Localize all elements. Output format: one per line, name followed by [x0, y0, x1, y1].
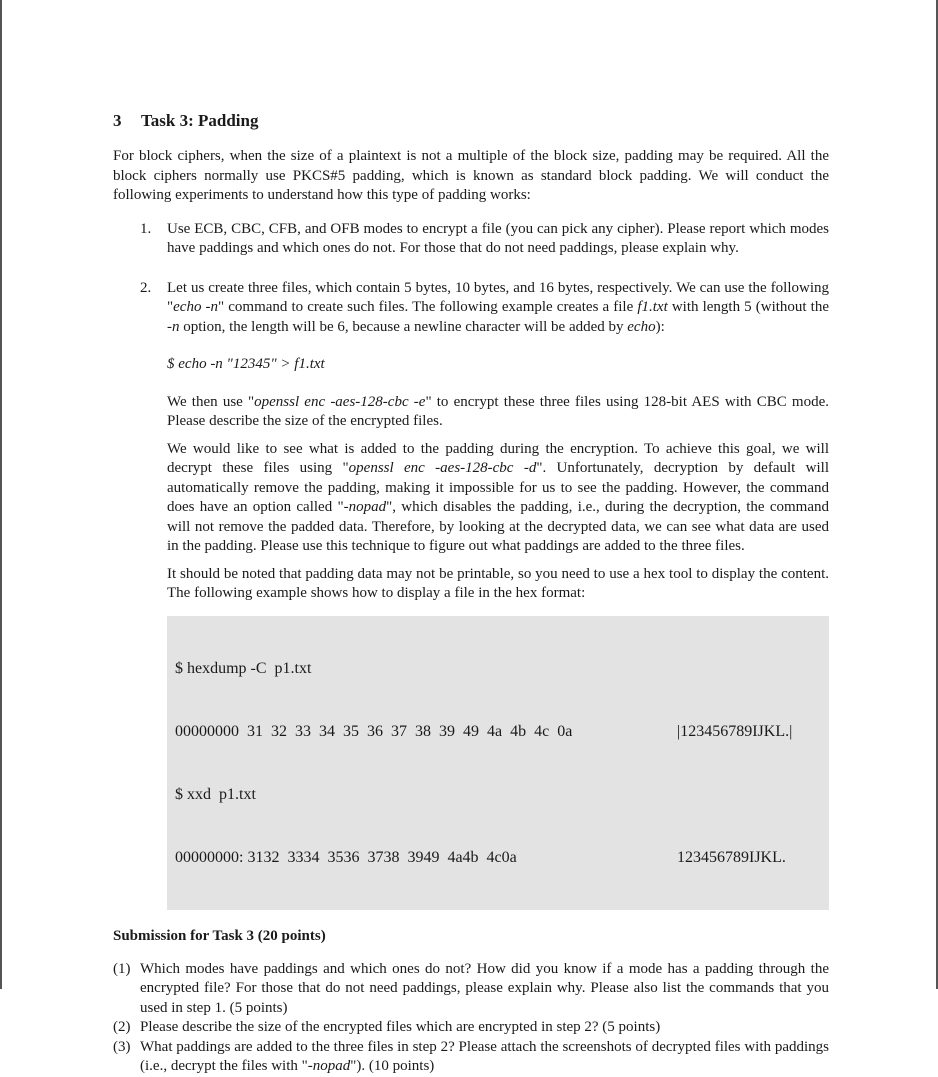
inline-command: openssl enc -aes-128-cbc -e: [254, 393, 426, 410]
inline-command: echo -n: [173, 299, 219, 315]
submission-marker: (1): [113, 960, 131, 977]
hex-line-left: 00000000 31 32 33 34 35 36 37 38 39 49 4a 4b 4c 0a: [175, 722, 573, 740]
submission-item-3: [113, 1038, 829, 1077]
step-2-paragraph-2: [167, 393, 829, 432]
inline-command: echo: [627, 318, 656, 335]
step-text: Use ECB, CBC, CFB, and OFB modes to encrypt a file (you can pick any cipher). Please report which modes have paddings and which ones do not. For those that do not need paddings, please explain why.: [167, 220, 829, 256]
submission-marker: (3): [113, 1038, 131, 1055]
steps-list: [113, 220, 829, 910]
submission-text: Which modes have paddings and which ones do not? How did you know if a mode has a padding through the encrypted file? For those that do not need paddings, please explain why. Please also list the commands that you used in step 1. (5 points): [140, 960, 829, 1016]
inline-option: -n: [167, 318, 180, 335]
submission-text: Please describe the size of the encrypted files which are encrypted in step 2? (5 points): [140, 1019, 661, 1035]
page-frame-left: [0, 0, 2, 989]
step-item-1: [113, 220, 829, 259]
text-run: ". Unfortunately, decryption by default will automatically remove the padding, making it impossible for us to see the padding. However, the command does have an option called ": [167, 460, 829, 515]
hex-line: [175, 847, 821, 868]
hex-line-left: $ xxd p1.txt: [175, 785, 256, 803]
hex-line: [175, 784, 821, 805]
example-command: $ echo -n "12345" > f1.txt: [167, 356, 325, 372]
text-run: " command to create such files. The following example creates a file: [218, 299, 638, 315]
hex-line-left: $ hexdump -C p1.txt: [175, 659, 312, 677]
submission-marker: (2): [113, 1019, 131, 1035]
document-page: [113, 110, 829, 1077]
hex-line-left: 00000000: 3132 3334 3536 3738 3949 4a4b 4c0a: [175, 848, 517, 866]
hex-example-box: [167, 616, 829, 910]
text-run: with length 5 (without the: [667, 299, 829, 315]
text-run: ", which disables the padding, i.e., during the decryption, the command will not remove the padded data. Therefore, by looking at the decrypted data, we can see what data are used in the padding. Please use this technique to figure out what paddings are added to the three files.: [167, 499, 829, 554]
submission-item-2: [113, 1018, 829, 1038]
step-item-2: [113, 279, 829, 910]
section-title: Task 3: Padding: [141, 111, 259, 130]
inline-command: openssl enc -aes-128-cbc -d: [348, 460, 537, 476]
step-marker: 1.: [140, 220, 152, 237]
hex-line-right: 123456789IJKL.: [677, 848, 786, 866]
text-run: option, the length will be 6, because a newline character will be added by: [179, 318, 628, 335]
text-run: Let us create three files, which contain 5 bytes, 10 bytes, and 16 bytes, respectively. We can use the following ": [167, 279, 829, 315]
text-run: ):: [655, 318, 665, 335]
text-run: We would like to see what is added to the padding during the encryption. To achieve this goal, we will decrypt these files using ": [167, 440, 829, 476]
step-2-paragraph-4: It should be noted that padding data may not be printable, so you need to use a hex tool to display the content. The following example shows how to display a file in the hex format:: [167, 565, 829, 601]
text-run: "). (10 points): [350, 1058, 435, 1074]
section-heading: [113, 110, 829, 132]
text-run: We then use ": [167, 393, 255, 410]
submission-heading: Submission for Task 3 (20 points): [113, 927, 326, 944]
inline-option: -nopad: [307, 1058, 351, 1074]
step-2-paragraph-1: [167, 279, 829, 338]
text-run: " to encrypt these three files using 128-bit AES with CBC mode. Please describe the size of the encrypted files.: [167, 393, 829, 429]
hex-line: [175, 658, 821, 679]
intro-paragraph: For block ciphers, when the size of a plaintext is not a multiple of the block size, padding may be required. All the block ciphers normally use PKCS#5 padding, which is known as standard block padding. We will conduct the following experiments to understand how this type of padding works:: [113, 148, 829, 203]
inline-filename: f1.txt: [637, 299, 668, 315]
hex-line-right: |123456789IJKL.|: [677, 722, 793, 740]
inline-option: -nopad: [343, 499, 387, 515]
section-number: 3: [113, 111, 122, 130]
step-marker: 2.: [140, 279, 152, 296]
step-2-paragraph-3: [167, 440, 829, 557]
hex-line: [175, 721, 821, 742]
submission-list: [113, 960, 829, 1077]
text-run: What paddings are added to the three files in step 2? Please attach the screenshots of decrypted files with paddings (i.e., decrypt the files with ": [140, 1038, 829, 1074]
